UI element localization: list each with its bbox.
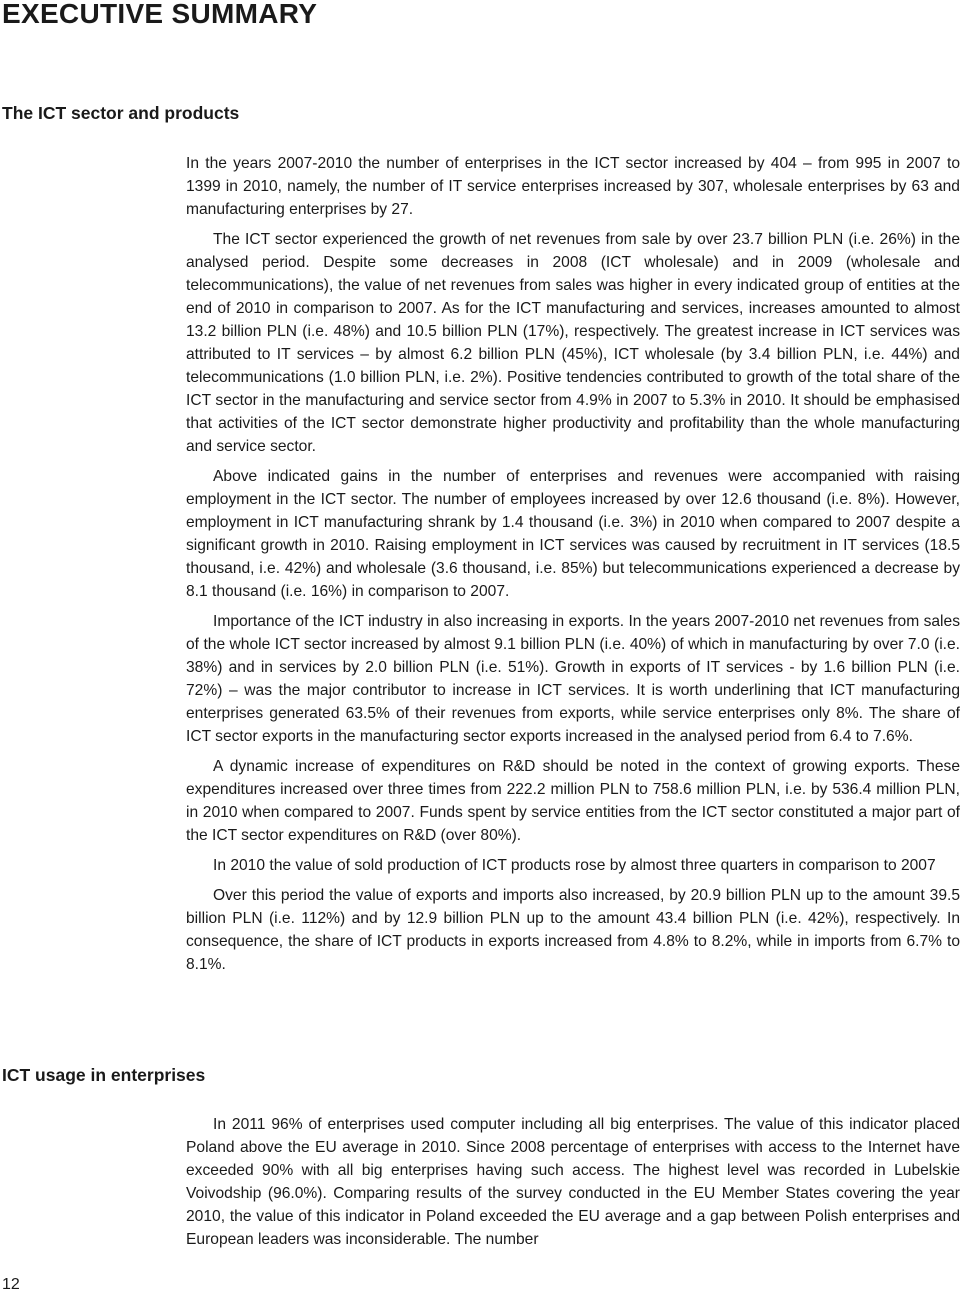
section-body-ict-sector <box>186 152 960 983</box>
section-body-ict-usage <box>186 1113 960 1258</box>
paragraph: In 2010 the value of sold production of ICT products rose by almost three quarters in comparison to 2007 <box>213 857 936 874</box>
page-number: 12 <box>2 1276 20 1293</box>
paragraph: Importance of the ICT industry in also increasing in exports. In the years 2007-2010 net revenues from sales of the whole ICT sector increased by almost 9.1 billion PLN (i.e. 40%) of which in manufacturing by over 7.0 (i.e. 38%) and in services by 2.0 billion PLN (i.e. 51%). Growth in exports of IT services - by 1.6 billion PLN (i.e. 72%) – was the major contributor to increase in ICT services. It is worth underlining that ICT manufacturing enterprises generated 63.5% of their revenues from exports, while service enterprises only 8%. The share of ICT sector exports in the manufacturing sector exports increased in the analysed period from 6.4 to 7.6%. <box>186 613 960 745</box>
paragraph: In the years 2007-2010 the number of enterprises in the ICT sector increased by 404 – from 995 in 2007 to 1399 in 2010, namely, the number of IT service enterprises increased by 307, wholesale enterprises by 63 and manufacturing enterprises by 27. <box>186 155 960 218</box>
paragraph: The ICT sector experienced the growth of net revenues from sale by over 23.7 billion PLN (i.e. 26%) in the analysed period. Despite some decreases in 2008 (ICT wholesale) and in 2009 (wholesale and telecommunications), the value of net revenues from sales was higher in every indicated group of entities at the end of 2010 in comparison to 2007. As for the ICT manufacturing and services, increases amounted to almost 13.2 billion PLN (i.e. 48%) and 10.5 billion PLN (17%), respectively. The greatest increase in ICT services was attributed to IT services – by almost 6.2 billion PLN (45%), ICT wholesale (by 3.4 billion PLN, i.e. 44%) and telecommunications (1.0 billion PLN, i.e. 2%). Positive tendencies contributed to growth of the total share of the ICT sector in the manufacturing and service sector from 4.9% in 2007 to 5.3% in 2010. It should be emphasised that activities of the ICT sector demonstrate higher productivity and profitability than the whole manufacturing and service sector. <box>186 231 960 455</box>
page-title: EXECUTIVE SUMMARY <box>2 0 318 29</box>
section-heading-ict-sector: The ICT sector and products <box>2 103 240 123</box>
paragraph: Above indicated gains in the number of enterprises and revenues were accompanied with raising employment in the ICT sector. The number of employees increased by over 12.6 thousand (i.e. 8%). However, employment in ICT manufacturing shrank by 1.4 thousand (i.e. 3%) in 2010 when compared to 2007 despite a significant growth in 2010. Raising employment in ICT services was caused by recruitment in IT services (18.5 thousand, i.e. 42%) and wholesale (3.6 thousand, i.e. 85%) but telecommunications experienced a decrease by 8.1 thousand (i.e. 16%) in comparison to 2007. <box>186 468 960 600</box>
section-heading-ict-usage: ICT usage in enterprises <box>2 1065 206 1085</box>
paragraph: A dynamic increase of expenditures on R&D should be noted in the context of growing exports. These expenditures increased over three times from 222.2 million PLN to 758.6 million PLN, i.e. by 536.4 million PLN, in 2010 when compared to 2007. Funds spent by service entities from the ICT sector constituted a major part of the ICT sector expenditures on R&D (over 80%). <box>186 758 960 844</box>
paragraph: Over this period the value of exports and imports also increased, by 20.9 billion PLN up to the amount 39.5 billion PLN (i.e. 112%) and by 12.9 billion PLN up to the amount 43.4 billion PLN (i.e. 42%), respectively. In consequence, the share of ICT products in exports increased from 4.8% to 8.2%, while in imports from 6.7% to 8.1%. <box>186 887 960 973</box>
paragraph: In 2011 96% of enterprises used computer including all big enterprises. The value of this indicator placed Poland above the EU average in 2010. Since 2008 percentage of enterprises with access to the Internet have exceeded 90% with all big enterprises having such access. The highest level was recorded in Lubelskie Voivodship (96.0%). Comparing results of the survey conducted in the EU Member States covering the year 2010, the value of this indicator in Poland exceeded the EU average and a gap between Polish enterprises and European leaders was inconsiderable. The number <box>186 1116 960 1248</box>
